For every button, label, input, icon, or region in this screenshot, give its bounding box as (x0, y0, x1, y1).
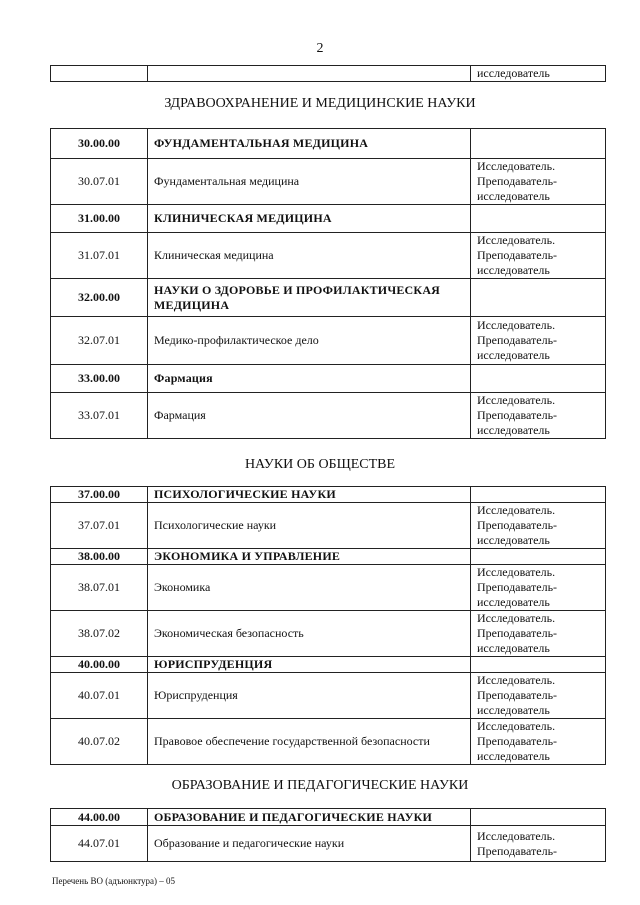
qualification-line: исследователь (477, 641, 550, 655)
code-cell: 37.07.01 (51, 503, 148, 549)
qualification-line: Исследователь. (477, 565, 556, 579)
code-cell: 38.00.00 (51, 549, 148, 565)
qualification-cell (471, 611, 606, 657)
program-row (51, 317, 606, 365)
name-cell: КЛИНИЧЕСКАЯ МЕДИЦИНА (148, 205, 471, 233)
qualification-cell (471, 159, 606, 205)
program-row (51, 826, 606, 862)
program-row (51, 503, 606, 549)
name-cell: Клиническая медицина (148, 233, 471, 279)
group-row (51, 279, 606, 317)
qualification-cell (471, 393, 606, 439)
qualification-line: Исследователь. (477, 159, 556, 173)
name-cell: Правовое обеспечение государственной безопасности (148, 719, 471, 765)
qualification-line: Исследователь. (477, 673, 556, 687)
qualification-cell (471, 549, 606, 565)
top-fragment-table (50, 65, 606, 82)
qualification-line: Преподаватель- (477, 408, 558, 422)
name-cell: Фундаментальная медицина (148, 159, 471, 205)
qualification-line: Исследователь. (477, 318, 556, 332)
program-row (51, 565, 606, 611)
group-row (51, 657, 606, 673)
qualification-line: исследователь (477, 263, 550, 277)
group-row (51, 809, 606, 826)
code-cell: 38.07.02 (51, 611, 148, 657)
code-cell: 37.00.00 (51, 487, 148, 503)
qualification-line: исследователь (477, 595, 550, 609)
code-cell: 38.07.01 (51, 565, 148, 611)
code-cell: 40.07.01 (51, 673, 148, 719)
code-cell: 30.00.00 (51, 129, 148, 159)
section-title: ЗДРАВООХРАНЕНИЕ И МЕДИЦИНСКИЕ НАУКИ (164, 96, 476, 111)
name-cell: Фармация (148, 393, 471, 439)
qualification-line: Преподаватель- (477, 248, 558, 262)
qualification-line: Исследователь. (477, 611, 556, 625)
programs-table (50, 808, 606, 862)
code-cell: 31.07.01 (51, 233, 148, 279)
group-row (51, 205, 606, 233)
code-cell: 44.00.00 (51, 809, 148, 826)
qualification-cell (471, 487, 606, 503)
group-row (51, 549, 606, 565)
section-title: ОБРАЗОВАНИЕ И ПЕДАГОГИЧЕСКИЕ НАУКИ (171, 778, 469, 793)
table-cell (148, 66, 471, 82)
qualification-cell (471, 826, 606, 862)
qualification-cell (471, 503, 606, 549)
qualification-line: Преподаватель- (477, 518, 558, 532)
group-row (51, 365, 606, 393)
qualification-cell (471, 719, 606, 765)
qualification-line: Исследователь. (477, 393, 556, 407)
name-cell: Экономическая безопасность (148, 611, 471, 657)
qualification-cell (471, 205, 606, 233)
group-row (51, 129, 606, 159)
table-cell (51, 66, 148, 82)
name-cell: НАУКИ О ЗДОРОВЬЕ И ПРОФИЛАКТИЧЕСКАЯ МЕДИЦИНА (148, 279, 471, 317)
group-row (51, 487, 606, 503)
code-cell: 33.07.01 (51, 393, 148, 439)
name-cell: ФУНДАМЕНТАЛЬНАЯ МЕДИЦИНА (148, 129, 471, 159)
code-cell: 32.00.00 (51, 279, 148, 317)
name-cell: Фармация (148, 365, 471, 393)
code-cell: 40.00.00 (51, 657, 148, 673)
qualification-line: исследователь (477, 703, 550, 717)
code-cell: 30.07.01 (51, 159, 148, 205)
qualification-line: Преподаватель- (477, 626, 558, 640)
qualification-line: Преподаватель- (477, 580, 558, 594)
name-cell: Юриспруденция (148, 673, 471, 719)
name-cell: Медико-профилактическое дело (148, 317, 471, 365)
program-row (51, 233, 606, 279)
qualification-line: Исследователь. (477, 233, 556, 247)
name-cell: Образование и педагогические науки (148, 826, 471, 862)
qualification-line: Преподаватель- (477, 333, 558, 347)
qualification-cell (471, 129, 606, 159)
program-row (51, 159, 606, 205)
page-number: 2 (316, 41, 324, 56)
qualification-cell (471, 673, 606, 719)
qualification-line: Преподаватель- (477, 174, 558, 188)
qualification-cell (471, 809, 606, 826)
qualification-line: Преподаватель- (477, 734, 558, 748)
name-cell: ЭКОНОМИКА И УПРАВЛЕНИЕ (148, 549, 471, 565)
footer-note: Перечень ВО (адъюнктура) – 05 (52, 876, 176, 886)
qualification-line: исследователь (477, 749, 550, 763)
qualification-line: Исследователь. (477, 503, 556, 517)
qualification-cell (471, 317, 606, 365)
qualification-line: Преподаватель- (477, 688, 558, 702)
qualification-line: Преподаватель- (477, 843, 558, 858)
code-cell: 31.00.00 (51, 205, 148, 233)
programs-table (50, 486, 606, 765)
name-cell: ПСИХОЛОГИЧЕСКИЕ НАУКИ (148, 487, 471, 503)
code-cell: 40.07.02 (51, 719, 148, 765)
code-cell: 44.07.01 (51, 826, 148, 862)
code-cell: 33.00.00 (51, 365, 148, 393)
qualification-line: исследователь (477, 533, 550, 547)
name-cell: ОБРАЗОВАНИЕ И ПЕДАГОГИЧЕСКИЕ НАУКИ (148, 809, 471, 826)
program-row (51, 611, 606, 657)
programs-table (50, 128, 606, 439)
section-title: НАУКИ ОБ ОБЩЕСТВЕ (244, 457, 396, 472)
qualification-cell (471, 365, 606, 393)
code-cell: 32.07.01 (51, 317, 148, 365)
qualification-cell (471, 565, 606, 611)
program-row (51, 719, 606, 765)
qualification-line: исследователь (477, 348, 550, 362)
qualification-cell (471, 657, 606, 673)
qualification-line: Исследователь. (477, 828, 556, 843)
qualification-line: Исследователь. (477, 719, 556, 733)
qualification-cell (471, 233, 606, 279)
program-row (51, 393, 606, 439)
name-cell: Психологические науки (148, 503, 471, 549)
qualification-line: исследователь (477, 423, 550, 437)
program-row (51, 673, 606, 719)
qualification-cell: исследователь (471, 66, 606, 82)
name-cell: ЮРИСПРУДЕНЦИЯ (148, 657, 471, 673)
qualification-cell (471, 279, 606, 317)
name-cell: Экономика (148, 565, 471, 611)
qualification-line: исследователь (477, 189, 550, 203)
